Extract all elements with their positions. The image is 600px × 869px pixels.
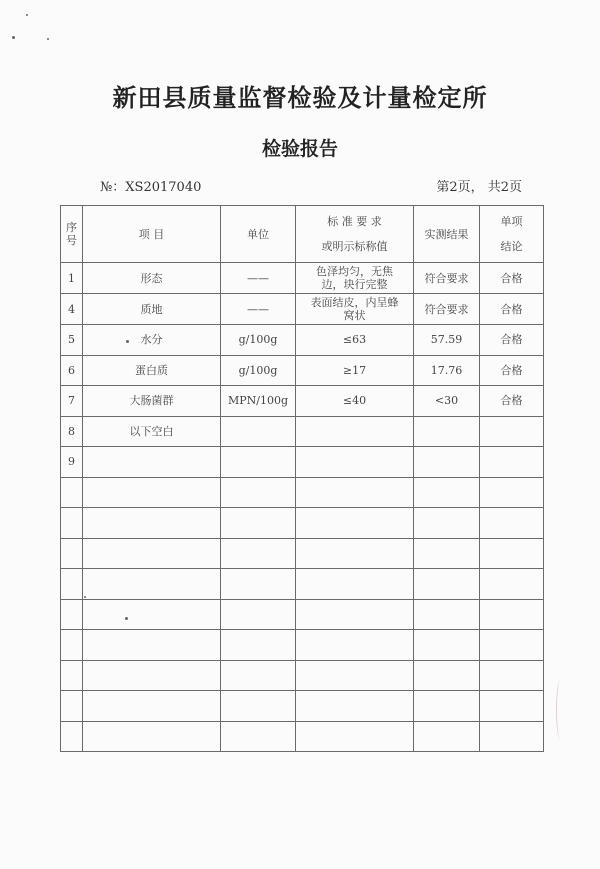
cell-no: 7 — [61, 386, 83, 417]
cell-requirement: ≤40 — [296, 386, 414, 417]
cell-unit — [221, 416, 296, 447]
cell-conclusion — [480, 477, 544, 508]
header-result: 实测结果 — [414, 206, 480, 263]
cell-no: 4 — [61, 294, 83, 325]
cell-no — [61, 721, 83, 752]
table-row — [61, 447, 544, 478]
cell-item: 大肠菌群 — [83, 386, 221, 417]
cell-unit: —— — [221, 263, 296, 294]
cell-result — [414, 660, 480, 691]
cell-item — [83, 447, 221, 478]
edge-mark — [556, 680, 565, 740]
cell-unit — [221, 508, 296, 539]
cell-requirement: 表面结皮，内呈蜂窝状 — [296, 294, 414, 325]
cell-requirement — [296, 630, 414, 661]
cell-requirement — [296, 569, 414, 600]
cell-conclusion — [480, 599, 544, 630]
cell-conclusion — [480, 660, 544, 691]
cell-item — [83, 477, 221, 508]
cell-requirement — [296, 660, 414, 691]
cell-requirement — [296, 599, 414, 630]
cell-no: 6 — [61, 355, 83, 386]
cell-unit — [221, 630, 296, 661]
header-conclusion — [480, 206, 544, 263]
cell-no — [61, 477, 83, 508]
cell-no — [61, 538, 83, 569]
cell-conclusion: 合格 — [480, 294, 544, 325]
cell-item — [83, 630, 221, 661]
cell-conclusion — [480, 538, 544, 569]
table-row — [61, 599, 544, 630]
cell-unit — [221, 569, 296, 600]
cell-result — [414, 630, 480, 661]
table-row — [61, 630, 544, 661]
test-results-table — [60, 205, 544, 752]
cell-item: 质地 — [83, 294, 221, 325]
cell-unit — [221, 538, 296, 569]
cell-item: 形态 — [83, 263, 221, 294]
document-title: 检验报告 — [261, 138, 338, 160]
cell-conclusion — [480, 721, 544, 752]
cell-unit: g/100g — [221, 325, 296, 356]
cell-no — [61, 569, 83, 600]
table-row — [61, 263, 544, 294]
cell-no — [61, 630, 83, 661]
table-row — [61, 569, 544, 600]
cell-item: 以下空白 — [83, 416, 221, 447]
cell-result: 符合要求 — [414, 294, 480, 325]
cell-unit — [221, 477, 296, 508]
cell-conclusion — [480, 569, 544, 600]
cell-result — [414, 599, 480, 630]
cell-result — [414, 538, 480, 569]
cell-item — [83, 660, 221, 691]
header-conclusion-line2: 结论 — [500, 240, 523, 253]
cell-result: 57.59 — [414, 325, 480, 356]
table-row — [61, 721, 544, 752]
cell-result — [414, 691, 480, 722]
cell-unit — [221, 691, 296, 722]
cell-item — [83, 599, 221, 630]
cell-no: 9 — [61, 447, 83, 478]
cell-requirement: ≥17 — [296, 355, 414, 386]
cell-result: <30 — [414, 386, 480, 417]
cell-item — [83, 721, 221, 752]
cell-result — [414, 447, 480, 478]
cell-requirement — [296, 721, 414, 752]
cell-conclusion — [480, 447, 544, 478]
cell-item — [83, 691, 221, 722]
table-body — [61, 263, 544, 752]
cell-unit — [221, 599, 296, 630]
table-row — [61, 660, 544, 691]
cell-conclusion: 合格 — [480, 355, 544, 386]
header-item: 项 目 — [83, 206, 221, 263]
table-row — [61, 508, 544, 539]
header-requirement-line1: 标 准 要 求 — [327, 215, 382, 228]
header-no: 序号 — [61, 206, 83, 263]
table-header — [61, 206, 544, 263]
cell-conclusion — [480, 508, 544, 539]
cell-result — [414, 416, 480, 447]
cell-result — [414, 477, 480, 508]
cell-unit — [221, 660, 296, 691]
cell-conclusion: 合格 — [480, 325, 544, 356]
header-unit: 单位 — [221, 206, 296, 263]
cell-requirement — [296, 447, 414, 478]
table-row — [61, 294, 544, 325]
cell-requirement — [296, 508, 414, 539]
organization-title: 新田县质量监督检验及计量检定所 — [112, 84, 488, 112]
cell-unit — [221, 447, 296, 478]
cell-no — [61, 599, 83, 630]
cell-requirement — [296, 416, 414, 447]
cell-result — [414, 508, 480, 539]
cell-conclusion — [480, 691, 544, 722]
cell-requirement — [296, 477, 414, 508]
table-row — [61, 538, 544, 569]
cell-no: 5 — [61, 325, 83, 356]
table-row — [61, 691, 544, 722]
cell-unit: —— — [221, 294, 296, 325]
cell-requirement: 色泽均匀，无焦边，块行完整 — [296, 263, 414, 294]
cell-item — [83, 508, 221, 539]
cell-conclusion: 合格 — [480, 386, 544, 417]
cell-requirement: ≤63 — [296, 325, 414, 356]
cell-unit — [221, 721, 296, 752]
table-row — [61, 325, 544, 356]
report-number: №：XS2017040 — [100, 180, 202, 195]
page-info: 第2页， 共2页 — [436, 180, 522, 195]
header-requirement — [296, 206, 414, 263]
table-row — [61, 416, 544, 447]
cell-requirement — [296, 538, 414, 569]
cell-unit: g/100g — [221, 355, 296, 386]
cell-no — [61, 660, 83, 691]
cell-conclusion: 合格 — [480, 263, 544, 294]
cell-item — [83, 569, 221, 600]
header-requirement-line2: 或明示标称值 — [321, 240, 388, 253]
cell-result — [414, 721, 480, 752]
cell-no: 8 — [61, 416, 83, 447]
table-row — [61, 477, 544, 508]
cell-result: 17.76 — [414, 355, 480, 386]
table-row — [61, 355, 544, 386]
header-conclusion-line1: 单项 — [500, 215, 523, 228]
cell-conclusion — [480, 630, 544, 661]
cell-no — [61, 691, 83, 722]
cell-result — [414, 569, 480, 600]
table-row — [61, 386, 544, 417]
cell-item — [83, 538, 221, 569]
cell-unit: MPN/100g — [221, 386, 296, 417]
cell-requirement — [296, 691, 414, 722]
cell-item: 水分 — [83, 325, 221, 356]
cell-conclusion — [480, 416, 544, 447]
cell-no — [61, 508, 83, 539]
cell-no: 1 — [61, 263, 83, 294]
cell-item: 蛋白质 — [83, 355, 221, 386]
cell-result: 符合要求 — [414, 263, 480, 294]
